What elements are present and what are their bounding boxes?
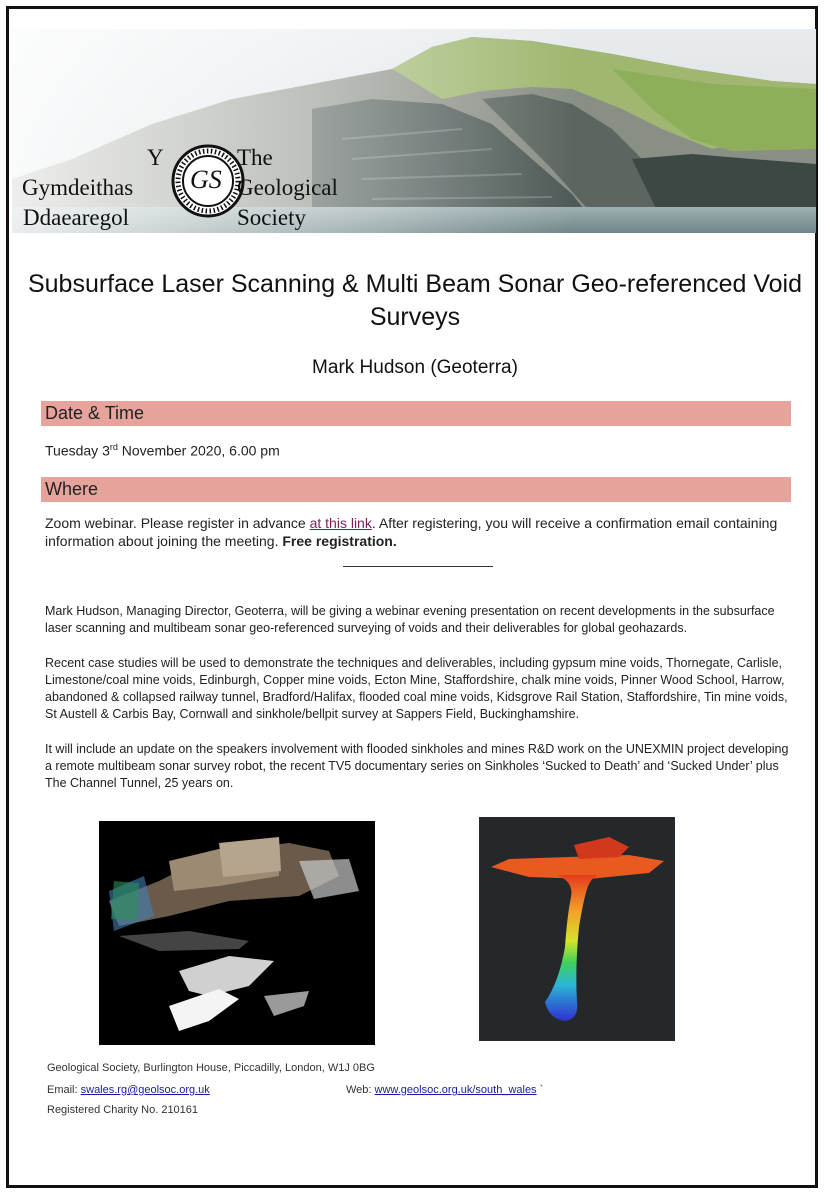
intro-paragraph: Mark Hudson, Managing Director, Geoterra, will be giving a webinar evening presentation on recent developments in the subsurface laser scanning and multibeam sonar geo-referenced surveying of voids and their deliverables for global geohazards.: [45, 604, 775, 635]
english-the: The: [237, 145, 273, 170]
where-details: . After registering, you will receive a confirmation email containing information about joining the meeting.: [45, 515, 778, 549]
address-line: Geological Society, Burlington House, Piccadilly, London, W1J 0BG: [47, 1062, 375, 1074]
email-link[interactable]: swales.rg@geolsoc.org.uk: [80, 1084, 210, 1096]
where-intro: Zoom webinar. Please register in advance: [45, 515, 310, 531]
update-paragraph: It will include an update on the speakers involvement with flooded sinkholes and mines R&D work on the UNEXMIN project developing a remote multibeam sonar survey robot, the recent TV5 documentary series on Sinkholes ‘Sucked to Death’ and ‘Sucked Under’ plus The Channel Tunnel, 25 years on.: [45, 742, 789, 790]
web-label: Web:: [346, 1084, 375, 1096]
welsh-y: Y: [147, 145, 164, 170]
free-registration: Free registration.: [282, 533, 397, 549]
where-text: [45, 514, 795, 550]
date-rest: November 2020, 6.00 pm: [117, 442, 280, 459]
welsh-gymdeithas: Gymdeithas: [22, 175, 134, 200]
english-society: Society: [237, 205, 306, 230]
email-label: Email:: [47, 1084, 81, 1096]
registration-link[interactable]: at this link: [309, 515, 372, 531]
where-heading: Where: [41, 477, 791, 502]
charity-number: Registered Charity No. 210161: [47, 1104, 199, 1116]
page-title: Subsurface Laser Scanning & Multi Beam Sonar Geo-referenced Void Surveys: [27, 270, 803, 331]
email-line: [47, 1084, 210, 1096]
date-time-heading: Date & Time: [41, 401, 791, 426]
header-banner: [12, 29, 816, 233]
web-trail: `: [536, 1084, 544, 1096]
english-geological: Geological: [237, 175, 338, 200]
case-studies-paragraph: Recent case studies will be used to demonstrate the techniques and deliverables, including gypsum mine voids, Thornegate, Carlisle, Limestone/coal mine voids, Edinburgh, Copper mine voids, Ecton Mine, Staffordshire, chalk mine voids, Pinner Wood School, Harrow, abandoned & collapsed railway tunnel, Bradford/Halifax, flooded coal mine voids, Kidsgrove Rail Station, Staffordshire, Tin mine voids, St Austell & Carbis Bay, Cornwall and sinkhole/bellpit survey at Sappers Field, Buckinghamshire.: [45, 656, 788, 721]
date-day: Tuesday 3: [45, 442, 110, 459]
section-divider: [343, 566, 493, 567]
date-suffix: rd: [109, 442, 118, 452]
speaker-name: Mark Hudson (Geoterra): [312, 357, 518, 378]
sonar-survey-image: [479, 817, 675, 1041]
web-line: [346, 1084, 543, 1096]
event-date: [45, 438, 795, 460]
welsh-ddaearegol: Ddaearegol: [23, 205, 129, 230]
logo-monogram: GS: [190, 165, 222, 194]
laser-scan-image: [99, 821, 375, 1045]
web-link[interactable]: www.geolsoc.org.uk/south_wales: [374, 1084, 537, 1096]
